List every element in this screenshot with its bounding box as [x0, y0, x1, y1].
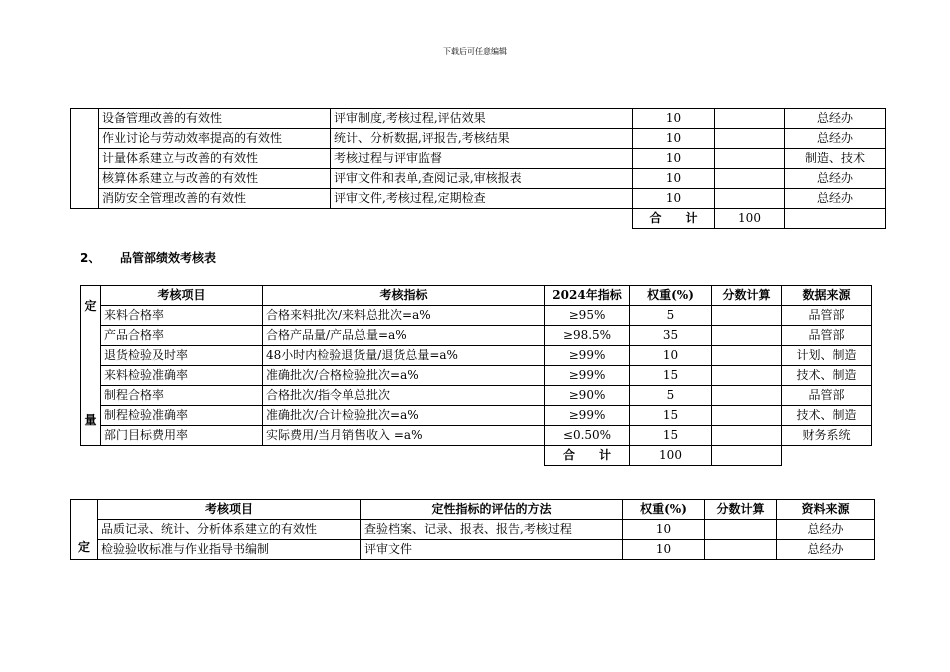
target-cell: ≥99%: [545, 366, 630, 386]
indicator-cell: 合格来料批次/来料总批次=a%: [263, 306, 545, 326]
source-cell: 总经办: [785, 169, 886, 189]
side-label: 定: [77, 540, 90, 554]
weight-cell: 10: [623, 540, 705, 560]
total-value: 100: [630, 446, 712, 466]
total-score: [712, 446, 782, 466]
weight-cell: 35: [630, 326, 712, 346]
method-cell: 评审文件: [361, 540, 623, 560]
weight-cell: 10: [630, 346, 712, 366]
score-cell: [712, 366, 782, 386]
total-label: 合 计: [545, 446, 630, 466]
weight-cell: 15: [630, 406, 712, 426]
indicator-cell: 48小时内检验退货量/退货总量=a%: [263, 346, 545, 366]
side-label-top: 定: [84, 299, 97, 313]
item-cell: 计量体系建立与改善的有效性: [99, 149, 331, 169]
target-cell: ≥90%: [545, 386, 630, 406]
total-label: 合 计: [633, 209, 715, 229]
weight-cell: 10: [633, 129, 715, 149]
table-row: [81, 306, 872, 326]
item-cell: 产品合格率: [101, 326, 263, 346]
weight-cell: 10: [623, 520, 705, 540]
section-title-text: 品管部绩效考核表: [120, 251, 217, 265]
total-value: 100: [715, 209, 785, 229]
column-header: 资料来源: [777, 500, 875, 520]
indicator-cell: 合格产品量/产品总量=a%: [263, 326, 545, 346]
indicator-cell: 实际费用/当月销售收入 =a%: [263, 426, 545, 446]
header-note: 下载后可任意编辑: [443, 47, 507, 56]
item-cell: 制程合格率: [101, 386, 263, 406]
column-header: 考核项目: [98, 500, 361, 520]
table-1: [70, 108, 886, 229]
score-cell: [715, 149, 785, 169]
table-row: [81, 386, 872, 406]
header-row: [81, 286, 872, 306]
item-cell: 设备管理改善的有效性: [99, 109, 331, 129]
weight-cell: 10: [633, 169, 715, 189]
method-cell: 统计、分析数据,评报告,考核结果: [331, 129, 633, 149]
section-number: 2、: [80, 251, 101, 265]
table-row: [81, 406, 872, 426]
side-label-cell: [71, 500, 98, 560]
item-cell: 来料合格率: [101, 306, 263, 326]
weight-cell: 15: [630, 366, 712, 386]
item-cell: 消防安全管理改善的有效性: [99, 189, 331, 209]
item-cell: 部门目标费用率: [101, 426, 263, 446]
table-row: [81, 366, 872, 386]
source-cell: 品管部: [782, 386, 872, 406]
target-cell: ≥99%: [545, 406, 630, 426]
source-cell: 总经办: [785, 129, 886, 149]
source-cell: 总经办: [777, 520, 875, 540]
target-cell: ≥99%: [545, 346, 630, 366]
table-row: [71, 540, 875, 560]
side-label-cell: [81, 286, 101, 446]
source-cell: 品管部: [782, 306, 872, 326]
column-header: 分数计算: [705, 500, 777, 520]
score-cell: [712, 346, 782, 366]
table-row: [81, 346, 872, 366]
score-cell: [715, 169, 785, 189]
column-header: 权重(%): [630, 286, 712, 306]
table-row: [71, 149, 886, 169]
table-row: [71, 189, 886, 209]
total-row: [81, 446, 872, 466]
method-cell: 评审制度,考核过程,评估效果: [331, 109, 633, 129]
target-cell: ≥98.5%: [545, 326, 630, 346]
source-cell: 财务系统: [782, 426, 872, 446]
header-row: [71, 500, 875, 520]
score-cell: [715, 189, 785, 209]
item-cell: 退货检验及时率: [101, 346, 263, 366]
source-cell: 总经办: [777, 540, 875, 560]
column-header: 定性指标的评估的方法: [361, 500, 623, 520]
item-cell: 品质记录、统计、分析体系建立的有效性: [98, 520, 361, 540]
item-cell: 检验验收标准与作业指导书编制: [98, 540, 361, 560]
target-cell: ≥95%: [545, 306, 630, 326]
table-3: [70, 499, 875, 560]
side-cell: [71, 109, 99, 209]
indicator-cell: 合格批次/指令单总批次: [263, 386, 545, 406]
table-row: [71, 169, 886, 189]
weight-cell: 10: [633, 109, 715, 129]
weight-cell: 5: [630, 306, 712, 326]
method-cell: 考核过程与评审监督: [331, 149, 633, 169]
indicator-cell: 准确批次/合格检验批次=a%: [263, 366, 545, 386]
method-cell: 查验档案、记录、报表、报告,考核过程: [361, 520, 623, 540]
column-header: 考核项目: [101, 286, 263, 306]
score-cell: [705, 540, 777, 560]
source-cell: 总经办: [785, 189, 886, 209]
target-cell: ≤0.50%: [545, 426, 630, 446]
total-row: [71, 209, 886, 229]
score-cell: [712, 326, 782, 346]
total-score: [785, 209, 886, 229]
source-cell: 品管部: [782, 326, 872, 346]
score-cell: [715, 129, 785, 149]
method-cell: 评审文件,考核过程,定期检查: [331, 189, 633, 209]
score-cell: [715, 109, 785, 129]
item-cell: 制程检验准确率: [101, 406, 263, 426]
table-row: [71, 520, 875, 540]
total-spacer-end: [782, 446, 872, 466]
method-cell: 评审文件和表单,查阅记录,审核报表: [331, 169, 633, 189]
total-spacer: [81, 446, 545, 466]
column-header: 2024年指标: [545, 286, 630, 306]
score-cell: [705, 520, 777, 540]
table-row: [71, 129, 886, 149]
table-row: [81, 426, 872, 446]
indicator-cell: 准确批次/合计检验批次=a%: [263, 406, 545, 426]
table-row: [81, 326, 872, 346]
weight-cell: 15: [630, 426, 712, 446]
table-row: [71, 109, 886, 129]
source-cell: 总经办: [785, 109, 886, 129]
source-cell: 计划、制造: [782, 346, 872, 366]
source-cell: 技术、制造: [782, 406, 872, 426]
source-cell: 制造、技术: [785, 149, 886, 169]
column-header: 权重(%): [623, 500, 705, 520]
column-header: 数据来源: [782, 286, 872, 306]
weight-cell: 10: [633, 189, 715, 209]
column-header: 分数计算: [712, 286, 782, 306]
score-cell: [712, 426, 782, 446]
total-spacer: [71, 209, 633, 229]
score-cell: [712, 406, 782, 426]
item-cell: 核算体系建立与改善的有效性: [99, 169, 331, 189]
score-cell: [712, 306, 782, 326]
item-cell: 来料检验准确率: [101, 366, 263, 386]
weight-cell: 10: [633, 149, 715, 169]
column-header: 考核指标: [263, 286, 545, 306]
weight-cell: 5: [630, 386, 712, 406]
section-title: [80, 249, 216, 266]
item-cell: 作业讨论与劳动效率提高的有效性: [99, 129, 331, 149]
source-cell: 技术、制造: [782, 366, 872, 386]
score-cell: [712, 386, 782, 406]
side-label-bottom: 量: [84, 413, 97, 427]
table-2: [80, 285, 872, 466]
